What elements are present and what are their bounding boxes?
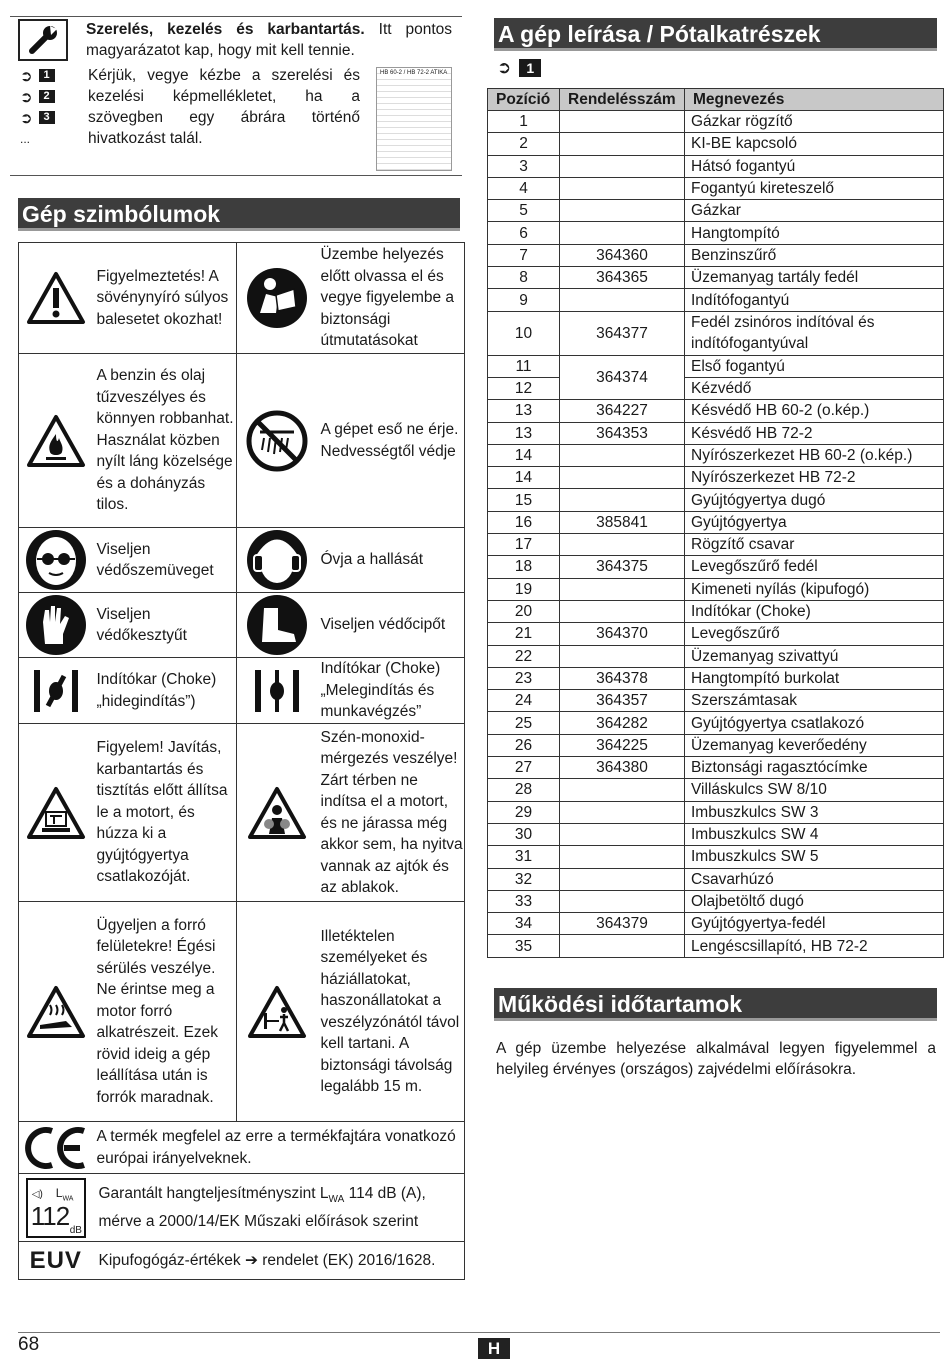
cell-name: Villáskulcs SW 8/10 [685, 779, 944, 801]
figure-ref-2: ➲ 2 [20, 86, 88, 107]
parts-heading: A gép leírása / Pótalkatrészek [494, 18, 937, 51]
intro-block [10, 16, 462, 176]
cell-order-number [560, 823, 685, 845]
symbol-text-distance: Illetéktelen személyeket és háziállatokat, haszonállatokat a veszélyzónától távol kell tartani. A biztonsági távolság legalább 15 m. [317, 902, 465, 1122]
read-manual-icon [237, 243, 317, 354]
cell-order-number: 364227 [560, 400, 685, 422]
symbol-text-hot: Ügyeljen a forró felületekre! Égési sérülés veszélye. Ne érintse meg a motor forró alkatrészeit. Ezek rövid ideig a gép leállítása után is forrók maradnak. [93, 902, 237, 1122]
cell-position: 27 [488, 757, 560, 779]
cell-order-number: 364225 [560, 734, 685, 756]
cell-position: 25 [488, 712, 560, 734]
cell-position: 5 [488, 200, 560, 222]
cell-position: 24 [488, 690, 560, 712]
table-row [488, 801, 944, 823]
maintenance-warning-icon [19, 724, 93, 902]
cell-order-number: 364357 [560, 690, 685, 712]
cell-name: Nyírószerkezet HB 60-2 (o.kép.) [685, 444, 944, 466]
choke-cold-icon [19, 658, 93, 724]
cell-name: Gyújtógyertya csatlakozó [685, 712, 944, 734]
cell-order-number [560, 177, 685, 199]
cell-position: 23 [488, 667, 560, 689]
cell-name: Indítófogantyú [685, 289, 944, 311]
symbol-text-hearing: Óvja a hallását [317, 528, 465, 593]
cell-position: 8 [488, 267, 560, 289]
cell-name: Biztonsági ragasztócímke [685, 757, 944, 779]
col-header-name: Megnevezés [685, 89, 944, 111]
cell-position: 6 [488, 222, 560, 244]
refs-ellipsis: ... [20, 132, 31, 146]
cell-name: Kimeneti nyílás (kipufogó) [685, 578, 944, 600]
cell-order-number [560, 645, 685, 667]
footer-divider [18, 1332, 940, 1333]
cell-order-number: 364370 [560, 623, 685, 645]
cell-order-number [560, 133, 685, 155]
figure-ref-3: ➲ 3 [20, 107, 88, 128]
cell-order-number: 364365 [560, 267, 685, 289]
table-row [488, 690, 944, 712]
table-row [488, 645, 944, 667]
symbol-text-noise: Garantált hangteljesítményszint $L_{WA}$ 114 dB (A), mérve a 2000/14/EK Műszaki előírások szerint [93, 1174, 465, 1242]
cell-position: 17 [488, 534, 560, 556]
cell-order-number: 364282 [560, 712, 685, 734]
cell-name: Gyújtógyertya [685, 511, 944, 533]
cell-order-number [560, 846, 685, 868]
cell-order-number [560, 155, 685, 177]
table-row [488, 734, 944, 756]
cell-name: Benzinszűrő [685, 244, 944, 266]
cell-order-number [560, 222, 685, 244]
cell-order-number [560, 868, 685, 890]
cell-order-number [560, 779, 685, 801]
arrow-icon: ➲ [497, 58, 512, 77]
operating-heading: Működési időtartamok [494, 988, 937, 1021]
symbol-text-maintenance: Figyelem! Javítás, karbantartás és tisztítás előtt állítsa le a motort, és húzza ki a gyújtógyertya csatlakozóját. [93, 724, 237, 902]
table-row [488, 667, 944, 689]
cell-order-number [560, 289, 685, 311]
cell-position: 33 [488, 890, 560, 912]
symbol-text-co: Szén-monoxid-mérgezés veszélye! Zárt térben ne indítsa el a motort, és ne járassa még akkor sem, ha nyitva vannak az ajtók és az ablakok. [317, 724, 465, 902]
cell-name: Gázkar rögzítő [685, 111, 944, 133]
cell-position: 14 [488, 467, 560, 489]
table-row [488, 377, 944, 399]
cell-name: Üzemanyag keverőedény [685, 734, 944, 756]
wrench-icon [18, 19, 68, 61]
parts-figure-ref: ➲ 1 [497, 58, 541, 78]
cell-name: Gyújtógyertya dugó [685, 489, 944, 511]
cell-position: 14 [488, 444, 560, 466]
sound-power-icon: ◁) $L_{WA}$ 112 dB [19, 1174, 93, 1242]
warning-icon [19, 243, 93, 354]
col-header-order-number: Rendelésszám [560, 89, 685, 111]
cell-position: 7 [488, 244, 560, 266]
cell-order-number: 364379 [560, 913, 685, 935]
table-row [488, 623, 944, 645]
cell-name: Csavarhúzó [685, 868, 944, 890]
operating-text: A gép üzembe helyezése alkalmával legyen figyelemmel a helyileg érvényes (országos) zajvédelmi előírásokra. [496, 1040, 936, 1078]
table-row [488, 846, 944, 868]
choke-warm-icon [237, 658, 317, 724]
cell-name: Lengéscsillapító, HB 72-2 [685, 935, 944, 957]
cell-order-number [560, 801, 685, 823]
cell-order-number: 364377 [560, 311, 685, 355]
cell-name: Hangtompító burkolat [685, 667, 944, 689]
table-row [488, 422, 944, 444]
symbol-text-choke-cold: Indítókar (Choke) „hidegindítás”) [93, 658, 237, 724]
cell-position: 26 [488, 734, 560, 756]
cell-position: 15 [488, 489, 560, 511]
table-row [488, 823, 944, 845]
cell-order-number [560, 935, 685, 957]
cell-name: Hátsó fogantyú [685, 155, 944, 177]
arrow-icon: ➲ [20, 88, 33, 106]
table-row [488, 712, 944, 734]
cell-order-number: 364353 [560, 422, 685, 444]
cell-name: Kézvédő [685, 377, 944, 399]
cell-name: Gázkar [685, 200, 944, 222]
manual-thumbnail: HB 60-2 / HB 72-2 ATIKA [376, 67, 452, 171]
symbol-text-shoes: Viseljen védőcipőt [317, 593, 465, 658]
cell-order-number [560, 578, 685, 600]
intro-text-1: Itt pontos magyarázatot kap, hogy mit kell tennie. [86, 21, 453, 59]
cell-name: Levegőszűrő fedél [685, 556, 944, 578]
table-row [488, 244, 944, 266]
cell-position: 19 [488, 578, 560, 600]
table-row [488, 355, 944, 377]
intro-paragraph-1 [86, 19, 452, 61]
table-row [488, 511, 944, 533]
table-row [488, 779, 944, 801]
table-row [488, 935, 944, 957]
parts-table [487, 88, 944, 958]
cell-position: 1 [488, 111, 560, 133]
cell-position: 21 [488, 623, 560, 645]
cell-position: 13 [488, 422, 560, 444]
cell-order-number [560, 534, 685, 556]
symbol-text-rain: A gépet eső ne érje. Nedvességtől védje [317, 354, 465, 528]
cell-name: Üzemanyag tartály fedél [685, 267, 944, 289]
cell-name: Gyújtógyertya-fedél [685, 913, 944, 935]
cell-position: 31 [488, 846, 560, 868]
symbols-table [18, 242, 465, 1280]
cell-name: Első fogantyú [685, 355, 944, 377]
cell-name: Fedél zsinóros indítóval és indítófogantyúval [685, 311, 944, 355]
cell-order-number [560, 489, 685, 511]
cell-name: Üzemanyag szivattyú [685, 645, 944, 667]
cell-name: Imbuszkulcs SW 3 [685, 801, 944, 823]
carbon-monoxide-icon [237, 724, 317, 902]
table-row [488, 489, 944, 511]
cell-name: Rögzítő csavar [685, 534, 944, 556]
cell-name: Levegőszűrő [685, 623, 944, 645]
table-row [488, 578, 944, 600]
cell-name: Nyírószerkezet HB 72-2 [685, 467, 944, 489]
symbols-heading: Gép szimbólumok [18, 198, 460, 231]
table-row [488, 400, 944, 422]
table-row [488, 155, 944, 177]
symbol-text-warning: Figyelmeztetés! A sövénynyíró súlyos balesetet okozhat! [93, 243, 237, 354]
table-row [488, 534, 944, 556]
table-row [488, 311, 944, 355]
cell-position: 20 [488, 600, 560, 622]
symbol-text-choke-warm: Indítókar (Choke) „Melegindítás és munkavégzés” [317, 658, 465, 724]
cell-order-number [560, 111, 685, 133]
ce-mark-icon [19, 1122, 93, 1174]
cell-order-number [560, 444, 685, 466]
euv-label: EUV [19, 1242, 93, 1280]
table-row [488, 757, 944, 779]
arrow-icon: ➲ [20, 67, 33, 85]
cell-order-number: 364378 [560, 667, 685, 689]
cell-name: Szerszámtasak [685, 690, 944, 712]
cell-order-number: 364380 [560, 757, 685, 779]
symbol-text-ce: A termék megfelel az erre a termékfajtára vonatkozó európai irányelveknek. [93, 1122, 465, 1174]
symbol-text-fire: A benzin és olaj tűzveszélyes és könnyen robbanhat. Használat közben nyílt láng közelsége és a dohányzás tilos. [93, 354, 237, 528]
table-row [488, 467, 944, 489]
cell-name: Imbuszkulcs SW 4 [685, 823, 944, 845]
cell-order-number: 364374 [560, 355, 685, 400]
gloves-icon [19, 593, 93, 658]
cell-position: 2 [488, 133, 560, 155]
figure-ref-1: ➲ 1 [20, 65, 88, 86]
cell-position: 32 [488, 868, 560, 890]
table-row [488, 868, 944, 890]
cell-order-number [560, 200, 685, 222]
hot-surface-icon [19, 902, 93, 1122]
cell-order-number: 364360 [560, 244, 685, 266]
cell-name: Késvédő HB 72-2 [685, 422, 944, 444]
cell-position: 29 [488, 801, 560, 823]
cell-position: 4 [488, 177, 560, 199]
cell-position: 16 [488, 511, 560, 533]
symbol-text-euv: Kipufogógáz-értékek ➔ rendelet (EK) 2016/1628. [93, 1242, 465, 1280]
cell-position: 30 [488, 823, 560, 845]
table-row [488, 556, 944, 578]
figure-refs [20, 65, 88, 171]
cell-name: Késvédő HB 60-2 (o.kép.) [685, 400, 944, 422]
table-row [488, 267, 944, 289]
cell-position: 12 [488, 377, 560, 399]
cell-name: KI-BE kapcsoló [685, 133, 944, 155]
cell-position: 35 [488, 935, 560, 957]
table-row [488, 289, 944, 311]
symbol-text-read-manual: Üzembe helyezés előtt olvassa el és vegye figyelembe a biztonsági útmutatásokat [317, 243, 465, 354]
symbol-text-gloves: Viseljen védőkesztyűt [93, 593, 237, 658]
cell-order-number: 364375 [560, 556, 685, 578]
intro-title: Szerelés, kezelés és karbantartás. [86, 21, 365, 38]
cell-order-number [560, 467, 685, 489]
cell-position: 22 [488, 645, 560, 667]
cell-order-number [560, 890, 685, 912]
cell-name: Hangtompító [685, 222, 944, 244]
fire-hazard-icon [19, 354, 93, 528]
language-badge: H [478, 1338, 510, 1359]
table-row [488, 177, 944, 199]
arrow-icon: ➲ [20, 109, 33, 127]
cell-name: Fogantyú kireteszelő [685, 177, 944, 199]
parts-table-body [488, 111, 944, 958]
table-row [488, 600, 944, 622]
safety-goggles-icon [19, 528, 93, 593]
table-row [488, 890, 944, 912]
safety-shoes-icon [237, 593, 317, 658]
cell-position: 3 [488, 155, 560, 177]
cell-order-number: 385841 [560, 511, 685, 533]
cell-position: 11 [488, 355, 560, 377]
table-row [488, 133, 944, 155]
cell-order-number [560, 600, 685, 622]
cell-name: Indítókar (Choke) [685, 600, 944, 622]
cell-position: 10 [488, 311, 560, 355]
no-rain-icon [237, 354, 317, 528]
col-header-position: Pozíció [488, 89, 560, 111]
table-row [488, 222, 944, 244]
cell-name: Olajbetöltő dugó [685, 890, 944, 912]
cell-position: 9 [488, 289, 560, 311]
cell-position: 28 [488, 779, 560, 801]
page-number: 68 [18, 1334, 40, 1355]
cell-position: 34 [488, 913, 560, 935]
table-row [488, 444, 944, 466]
keep-distance-icon [237, 902, 317, 1122]
intro-text-2: Kérjük, vegye kézbe a szerelési és kezelési képmellékletet, ha a szövegben egy ábrára történő hivatkozást talál. [88, 67, 360, 147]
cell-position: 13 [488, 400, 560, 422]
hearing-protection-icon [237, 528, 317, 593]
table-row [488, 111, 944, 133]
cell-position: 18 [488, 556, 560, 578]
table-row [488, 913, 944, 935]
table-row [488, 200, 944, 222]
symbol-text-goggles: Viseljen védőszemüveget [93, 528, 237, 593]
cell-name: Imbuszkulcs SW 5 [685, 846, 944, 868]
